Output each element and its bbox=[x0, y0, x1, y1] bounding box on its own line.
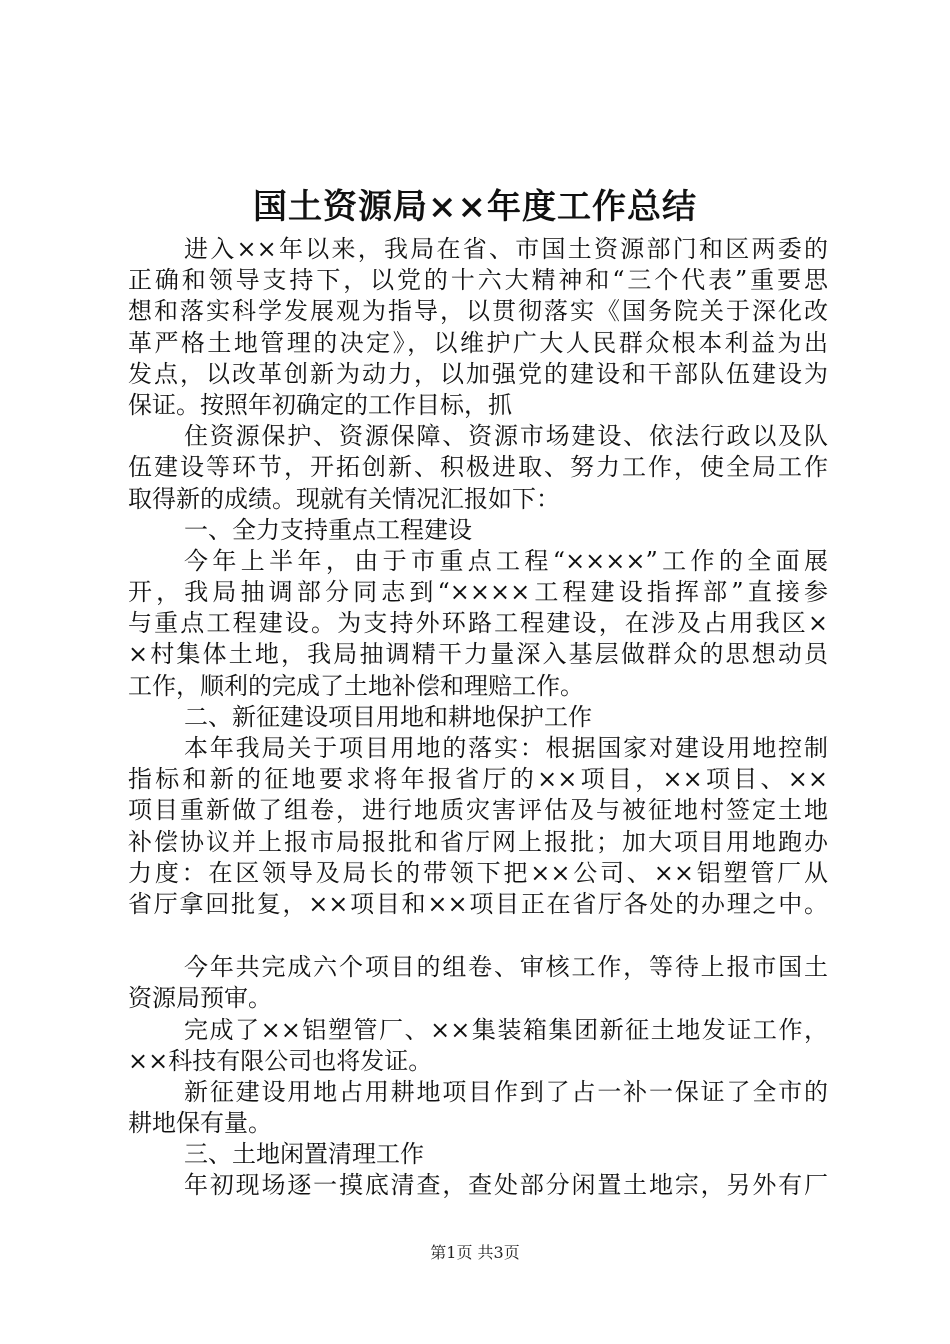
page-footer: 第1页 共3页 bbox=[430, 1243, 520, 1262]
paragraph-line: 资源局预审。 bbox=[128, 984, 272, 1013]
paragraph-line: 今年共完成六个项目的组卷、审核工作，等待上报市国土 bbox=[184, 953, 828, 982]
paragraph-line: 保证。按照年初确定的工作目标，抓 bbox=[128, 390, 512, 419]
paragraph-line: 补偿协议并上报市局报批和省厅网上报批；加大项目用地跑办 bbox=[128, 827, 828, 856]
paragraph-line: 与重点工程建设。为支持外环路工程建设，在涉及占用我区× bbox=[128, 609, 828, 638]
document-title: 国土资源局××年度工作总结 bbox=[253, 187, 697, 227]
paragraph-line: 开，我局抽调部分同志到“××××工程建设指挥部”直接参 bbox=[128, 578, 828, 607]
section-heading: 三、土地闲置清理工作 bbox=[184, 1140, 424, 1169]
section-heading: 一、全力支持重点工程建设 bbox=[184, 515, 472, 544]
paragraph-line: 省厅拿回批复，××项目和××项目正在省厅各处的办理之中。 bbox=[128, 889, 828, 918]
paragraph-line: 工作，顺利的完成了土地补偿和理赔工作。 bbox=[128, 671, 584, 700]
document-body bbox=[128, 234, 828, 1202]
paragraph-line: 今年上半年，由于市重点工程“××××”工作的全面展 bbox=[184, 546, 828, 575]
paragraph-line: 力度：在区领导及局长的带领下把××公司、××铝塑管厂从 bbox=[128, 858, 828, 887]
paragraph-line: 正确和领导支持下，以党的十六大精神和“三个代表”重要思 bbox=[128, 266, 828, 295]
paragraph-line: 伍建设等环节，开拓创新、积极进取、努力工作，使全局工作 bbox=[128, 453, 828, 482]
paragraph-line: 指标和新的征地要求将年报省厅的××项目，××项目、×× bbox=[128, 765, 828, 794]
paragraph-line: 革严格土地管理的决定》，以维护广大人民群众根本利益为出 bbox=[128, 328, 828, 357]
paragraph-line: 取得新的成绩。现就有关情况汇报如下： bbox=[128, 484, 560, 513]
paragraph-line: 住资源保护、资源保障、资源市场建设、依法行政以及队 bbox=[184, 422, 828, 451]
paragraph-line: 本年我局关于项目用地的落实：根据国家对建设用地控制 bbox=[184, 734, 828, 762]
paragraph-line: 发点，以改革创新为动力，以加强党的建设和干部队伍建设为 bbox=[128, 359, 828, 388]
section-heading: 二、新征建设项目用地和耕地保护工作 bbox=[184, 702, 592, 731]
paragraph-line: ××科技有限公司也将发证。 bbox=[128, 1046, 433, 1075]
paragraph-line: 想和落实科学发展观为指导，以贯彻落实《国务院关于深化改 bbox=[128, 297, 828, 326]
paragraph-line: ×村集体土地，我局抽调精干力量深入基层做群众的思想动员 bbox=[128, 640, 828, 669]
paragraph-line: 项目重新做了组卷，进行地质灾害评估及与被征地村签定土地 bbox=[128, 796, 828, 825]
paragraph-line: 进入××年以来，我局在省、市国土资源部门和区两委的 bbox=[184, 235, 828, 263]
paragraph-line: 耕地保有量。 bbox=[128, 1109, 272, 1138]
paragraph-line: 新征建设用地占用耕地项目作到了占一补一保证了全市的 bbox=[184, 1077, 828, 1106]
paragraph-line: 年初现场逐一摸底清查，查处部分闲置土地宗，另外有厂 bbox=[184, 1171, 828, 1200]
blank-line bbox=[128, 920, 828, 952]
paragraph-line: 完成了××铝塑管厂、××集装箱集团新征土地发证工作， bbox=[184, 1015, 828, 1044]
